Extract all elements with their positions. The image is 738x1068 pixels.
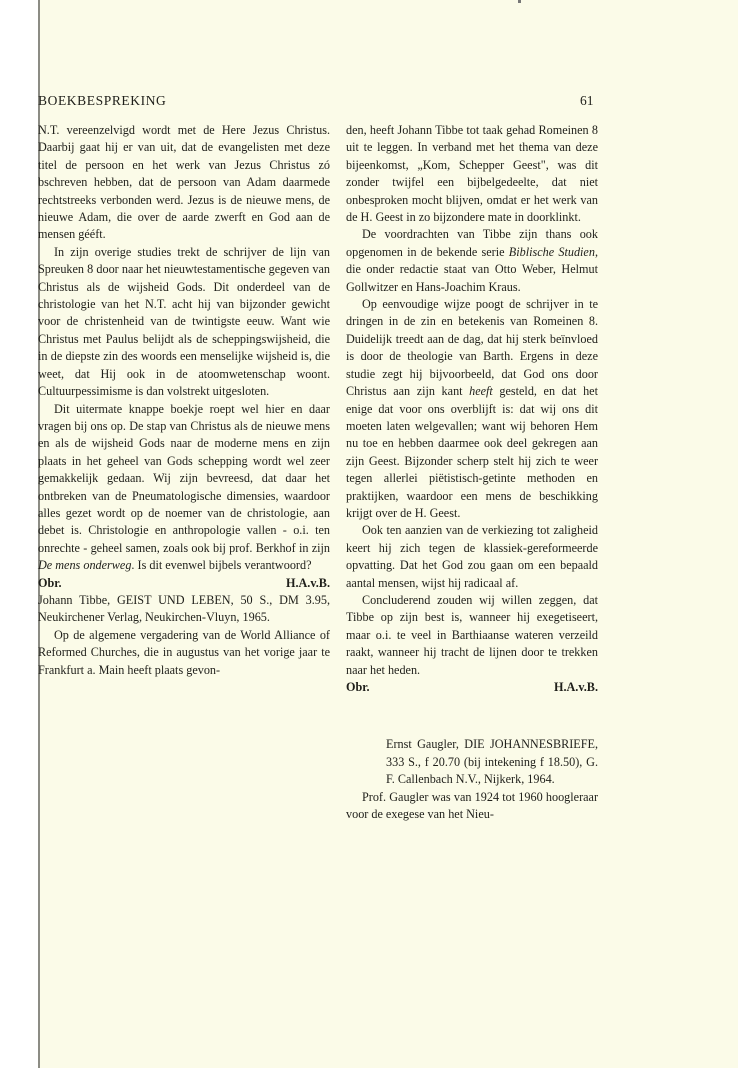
right-paragraph-6: Prof. Gaugler was van 1924 tot 1960 hoogleraar voor de exegese van het Nieu- <box>346 789 598 822</box>
right-paragraph-4: Ook ten aanzien van de verkiezing tot zaligheid keert hij zich tegen de klassiek-gereformeerde opvatting. Dat het God zou gaan om een bepaald aantal mensen, wijst hij radicaal af. <box>346 523 598 590</box>
review-signature <box>346 679 598 696</box>
right-paragraph-3 <box>346 296 598 522</box>
page-number: 61 <box>580 93 594 108</box>
right-paragraph-2-text-a: De voordrachten van Tibbe zijn thans ook opgenomen in de bekende serie <box>346 227 598 259</box>
right-paragraph-3-text-a: Op eenvoudige wijze poogt de schrijver in te dringen in de zin en betekenis van Romeinen 8. Duidelijk treedt aan de dag, dat hij sterk beïnvloed is door de theologie van Barth. Ergens in deze studie zegt hij bijvoorbeeld, dat God ons door Christus aan zijn kant <box>346 297 598 399</box>
signature-initials: H.A.v.B. <box>553 680 598 694</box>
scan-speck <box>518 0 521 3</box>
emphasis-italic: heeft <box>469 384 493 399</box>
left-paragraph-3-text-b: . Is dit evenwel bijbels verantwoord? <box>131 558 312 573</box>
right-paragraph-2 <box>346 226 598 296</box>
book-reference: Johann Tibbe, GEIST UND LEBEN, 50 S., DM 3.95, Neukirchener Verlag, Neukirchen-Vluyn, 1965. <box>38 592 330 625</box>
left-column <box>38 122 330 679</box>
running-header: BOEKBESPREKING <box>38 93 167 108</box>
right-paragraph-1: den, heeft Johann Tibbe tot taak gehad Romeinen 8 uit te leggen. In verband met het thema van deze bijeenkomst, „Kom, Schepper Geest", was dit zonder twijfel een bijbelgedeelte, dat niet onbesproken mocht blijven, omdat er het werk van de H. Geest in zo bijzondere mate in doorklinkt. <box>346 123 598 225</box>
right-paragraph-3-text-b: gesteld, en dat het enige dat voor ons overblijft is: dat wij ons dit moeten laten welgevallen; want wij behoren Hem nu toe en hebben daarmee ook deel gekregen aan zijn Geest. Bijzonder scherp stelt hij zich te weer tegen allerlei piëtistisch-getinte methoden en praktijken, waardoor een mens de beschikking krijgt over de H. Geest. <box>346 384 598 520</box>
series-title-italic: Biblische Studien <box>508 244 595 259</box>
left-paragraph-3-text-a: Dit uitermate knappe boekje roept wel hier en daar vragen bij ons op. De stap van Christus als de nieuwe mens en als de wijsheid Gods naar de moderne mens en zijn plaats in het geheel van Gods schepping wordt wel zeer gemakkelijk gedaan. Wij zijn bevreesd, dat daar het ontbreken van de Pneumatologische dimensies, waardoor alles gezet wordt op de noemer van de christologie, aan debet is. Christologie en anthropologie vallen - o.i. ten onrechte - geheel samen, zoals ook bij prof. Berkhof in zijn <box>38 401 330 555</box>
book-title-italic: De mens onderweg <box>38 558 132 573</box>
signature-obr: Obr. <box>38 575 62 590</box>
left-paragraph-3 <box>38 401 330 575</box>
left-paragraph-1: N.T. vereenzelvigd wordt met de Here Jezus Christus. Daarbij gaat hij er van uit, dat de evangelisten met deze titel de persoon en het werk van Jezus Christus zó bschreven hebben, dat de persoon van Adam daarmede rechtstreeks verbonden werd. Jezus is de nieuwe mens, de nieuwe Adam, die over de aarde zwerft en God aan de mensen gééft. <box>38 123 330 242</box>
left-paragraph-4: Op de algemene vergadering van de World Alliance of Reformed Churches, die in augustus van het vorige jaar te Frankfurt a. Main heeft plaats gevon- <box>38 627 330 677</box>
right-paragraph-5: Concluderend zouden wij willen zeggen, dat Tibbe op zijn best is, wanneer hij exegetiseert, maar o.i. te veel in Barthiaanse wateren verzeild raakt, wanneer hij tracht de lijnen door te trekken naar het heden. <box>346 592 598 677</box>
right-paragraph-2-text-b: , die onder redactie staat van Otto Weber, Helmut Gollwitzer en Hans-Joachim Kraus. <box>346 244 598 294</box>
review-signature <box>38 575 330 592</box>
left-paragraph-2: In zijn overige studies trekt de schrijver de lijn van Spreuken 8 door naar het nieuwtestamentische gegeven van Christus als de wijsheid Gods. Dit onderdeel van de christologie van het N.T. acht hij van bijzonder gewicht voor de christenheid van de twintigste eeuw. Want wie Christus met Paulus belijdt als de scheppingswijsheid, die in de diepste zin des woords een menselijke wijsheid is, die weet, dat Hij ook in de atoomwetenschap woont. Cultuurpessimisme is dan volstrekt uitgesloten. <box>38 244 330 399</box>
right-column <box>346 122 598 823</box>
book-reference: Ernst Gaugler, DIE JOHANNESBRIEFE, 333 S., f 20.70 (bij intekening f 18.50), G. F. Callenbach N.V., Nijkerk, 1964. <box>386 737 598 787</box>
signature-initials: H.A.v.B. <box>285 575 330 590</box>
signature-obr: Obr. <box>346 680 370 694</box>
